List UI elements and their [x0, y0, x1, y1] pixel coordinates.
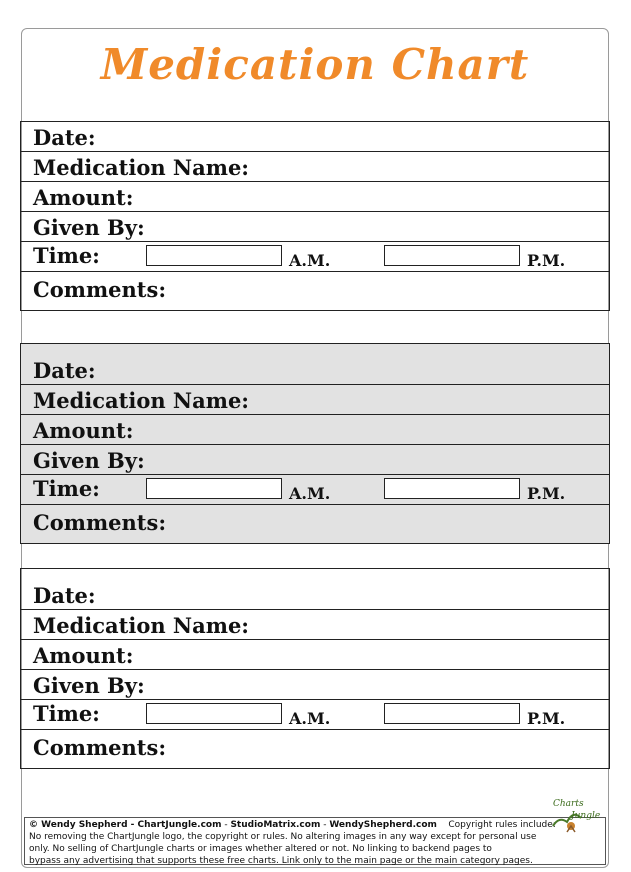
pm-label: P.M.	[527, 484, 566, 503]
date-row	[21, 344, 609, 385]
medication-entry-2	[20, 343, 610, 544]
pm-label: P.M.	[527, 709, 566, 728]
footer-studio: StudioMatrix.com	[230, 820, 321, 830]
medication-name-row	[21, 610, 609, 640]
amount-row	[21, 640, 609, 670]
comments-label: Comments:	[33, 510, 167, 535]
amount-label: Amount:	[33, 418, 134, 443]
date-label: Date:	[33, 358, 96, 383]
am-label: A.M.	[289, 251, 331, 270]
amount-row	[21, 182, 609, 212]
comments-label: Comments:	[33, 735, 167, 760]
am-label: A.M.	[289, 709, 331, 728]
date-row	[21, 122, 609, 152]
medication-name-label: Medication Name:	[33, 155, 250, 180]
given-by-row	[21, 445, 609, 475]
time-label: Time:	[33, 476, 100, 501]
footer-rule-line: bypass any advertising that supports these free charts. Link only to the main page or the main category pages.	[29, 856, 533, 866]
given-by-label: Given By:	[33, 215, 145, 240]
amount-row	[21, 415, 609, 445]
chartjungle-logo	[545, 796, 601, 838]
footer-rules-intro: Copyright rules include:	[448, 820, 556, 830]
date-label: Date:	[33, 583, 96, 608]
amount-label: Amount:	[33, 185, 134, 210]
logo-text-charts: Charts	[553, 799, 584, 809]
am-label: A.M.	[289, 484, 331, 503]
am-time-box[interactable]	[146, 478, 282, 499]
medication-name-row	[21, 385, 609, 415]
given-by-row	[21, 670, 609, 700]
time-label: Time:	[33, 243, 100, 268]
footer-separator: -	[221, 820, 231, 830]
am-time-box[interactable]	[146, 245, 282, 266]
time-row	[21, 700, 609, 730]
comments-row	[21, 730, 609, 768]
pm-time-box[interactable]	[384, 478, 520, 499]
pm-time-box[interactable]	[384, 245, 520, 266]
footer-rule-line: No removing the ChartJungle logo, the copyright or rules. No altering images in any way except for personal use	[29, 832, 537, 842]
pm-time-box[interactable]	[384, 703, 520, 724]
copyright-footer	[24, 799, 606, 866]
logo-text-jungle: Jungle	[571, 811, 601, 821]
comments-row	[21, 272, 609, 310]
given-by-row	[21, 212, 609, 242]
footer-rule-line: only. No selling of ChartJungle charts or images whether altered or not. No linking to backend pages to	[29, 844, 492, 854]
medication-name-row	[21, 152, 609, 182]
am-time-box[interactable]	[146, 703, 282, 724]
date-label: Date:	[33, 125, 96, 150]
medication-entry-1	[20, 121, 610, 311]
date-row	[21, 569, 609, 610]
amount-label: Amount:	[33, 643, 134, 668]
time-label: Time:	[33, 701, 100, 726]
time-row	[21, 242, 609, 272]
given-by-label: Given By:	[33, 673, 145, 698]
footer-site: WendyShepherd.com	[329, 820, 437, 830]
comments-label: Comments:	[33, 277, 167, 302]
page-title: Medication Chart	[100, 40, 530, 89]
footer-separator: -	[320, 820, 330, 830]
time-row	[21, 475, 609, 505]
footer-credits	[29, 819, 601, 831]
pm-label: P.M.	[527, 251, 566, 270]
medication-name-label: Medication Name:	[33, 388, 250, 413]
footer-author: © Wendy Shepherd - ChartJungle.com	[29, 820, 222, 830]
comments-row	[21, 505, 609, 543]
medication-name-label: Medication Name:	[33, 613, 250, 638]
medication-entry-3	[20, 568, 610, 769]
given-by-label: Given By:	[33, 448, 145, 473]
